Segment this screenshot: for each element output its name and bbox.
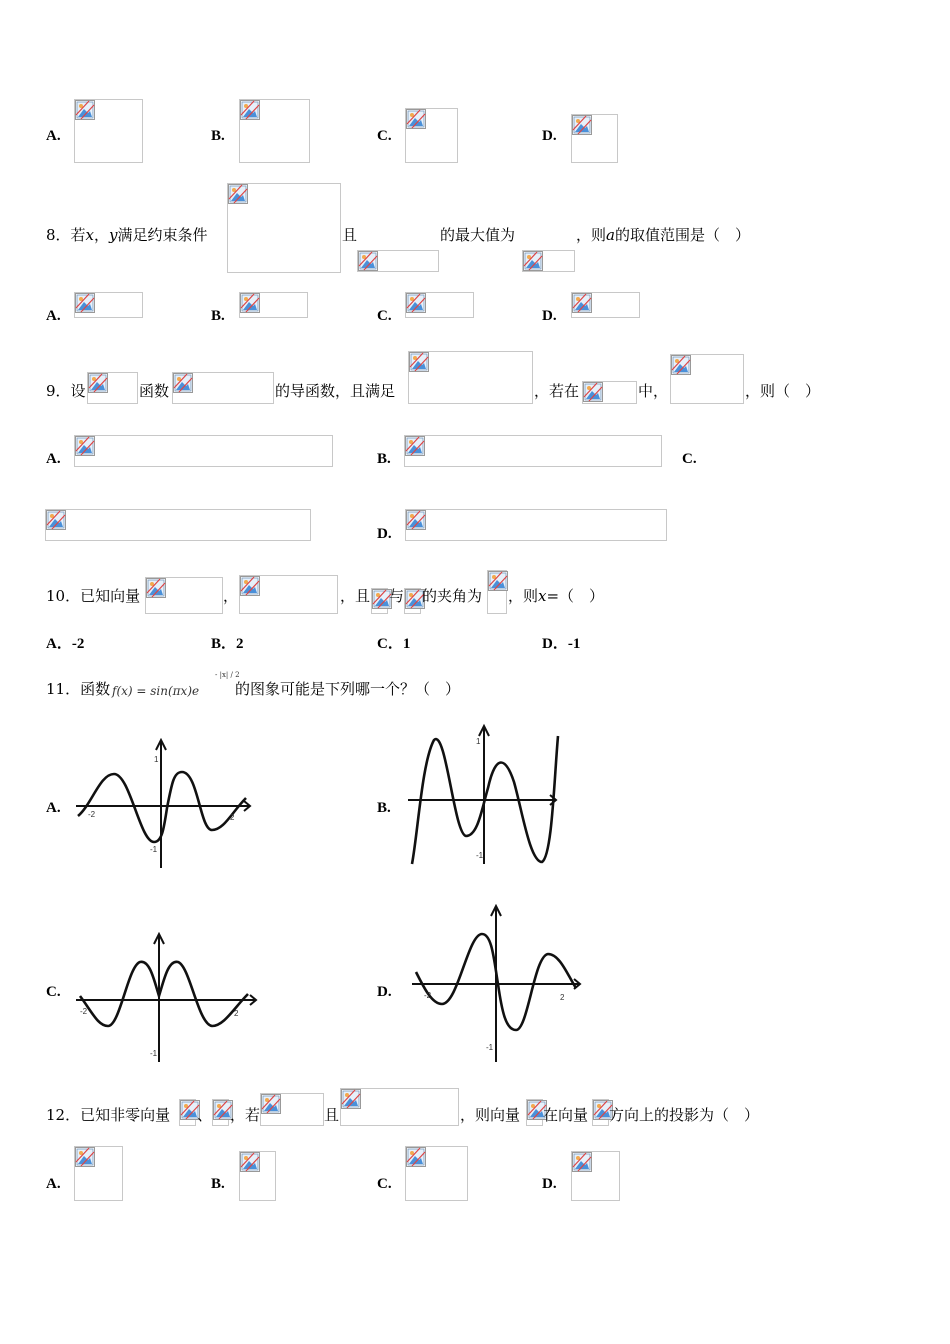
q8-objective-image — [357, 250, 439, 272]
q8-option-c-label: C. — [377, 308, 392, 324]
q9-condition-image — [408, 351, 533, 404]
q11-text-2: 的图象可能是下列哪一个？（ ） — [235, 680, 461, 698]
q8-option-a-label: A. — [46, 308, 61, 324]
q12-vector-b-image — [212, 1099, 229, 1126]
broken-image-icon — [75, 100, 95, 120]
broken-image-icon — [572, 293, 592, 313]
q7-option-a-label: A. — [46, 128, 61, 144]
q8-option-b-label: B. — [211, 308, 225, 324]
q12-option-d-label: D. — [542, 1176, 557, 1192]
svg-text:1: 1 — [476, 737, 481, 746]
q12-option-a-image — [74, 1146, 123, 1201]
q12-text-5: ，则向量 — [460, 1106, 521, 1124]
q9-function-image — [87, 372, 138, 404]
q7-option-c-label: C. — [377, 128, 392, 144]
q11-text-1: 11．函数 — [46, 680, 111, 698]
q7-option-c-image — [405, 108, 458, 163]
broken-image-icon — [75, 1147, 95, 1167]
q8-option-b-image — [239, 292, 308, 318]
q10-option-d: D．-1 — [542, 636, 581, 652]
broken-image-icon — [341, 1089, 361, 1109]
q12-text-1: 12．已知非零向量 — [46, 1106, 171, 1124]
svg-text:2: 2 — [230, 813, 235, 822]
broken-image-icon — [261, 1094, 281, 1114]
q9-text-2: 函数 — [139, 382, 170, 400]
q9-text-6: ，则（ ） — [745, 382, 821, 400]
q9-option-a-image — [74, 435, 333, 467]
q10-vector-b-image — [239, 575, 338, 614]
q12-vector-a2-image — [526, 1099, 543, 1126]
q8-option-d-label: D. — [542, 308, 557, 324]
q11-formula-exponent: - |x| / 2 — [215, 671, 240, 679]
svg-text:-2: -2 — [88, 810, 96, 819]
q8-text-and: 且 — [342, 226, 358, 244]
q8-option-a-image — [74, 292, 143, 318]
q7-option-d-image — [571, 114, 618, 163]
broken-image-icon — [671, 355, 691, 375]
broken-image-icon — [406, 1147, 426, 1167]
q8-constraints-image — [227, 183, 341, 273]
q10-option-b: B．2 — [211, 636, 244, 652]
svg-text:-1: -1 — [486, 1043, 494, 1052]
q11-option-a-label: A. — [46, 800, 61, 816]
q11-option-b-label: B. — [377, 800, 391, 816]
broken-image-icon — [146, 578, 166, 598]
q8-max-value-image — [522, 250, 575, 272]
q12-vector-a-image — [179, 1099, 196, 1126]
q9-option-d-label: D. — [377, 526, 392, 542]
q10-text-1: 10．已知向量 — [46, 587, 141, 605]
broken-image-icon — [583, 382, 603, 402]
broken-image-icon — [46, 510, 66, 530]
q11-formula: f(x) = sin(πx)e — [112, 684, 200, 698]
q12-condition-1-image — [260, 1093, 324, 1126]
q11-option-d-label: D. — [377, 984, 392, 1000]
svg-text:2: 2 — [234, 1009, 239, 1018]
q12-option-c-image — [405, 1146, 468, 1201]
q11-option-c-label: C. — [46, 984, 61, 1000]
broken-image-icon — [75, 436, 95, 456]
q7-option-d-label: D. — [542, 128, 557, 144]
q9-text-3: 的导函数，且满足 — [275, 382, 396, 400]
q10-a-symbol-image — [371, 588, 388, 614]
q9-triangle-image — [582, 381, 637, 404]
svg-text:-1: -1 — [150, 845, 158, 854]
q12-condition-2-image — [340, 1088, 459, 1126]
broken-image-icon — [240, 293, 260, 313]
q10-angle-image — [487, 570, 507, 614]
q11-graph-c — [74, 932, 260, 1064]
q10-option-c: C．1 — [377, 636, 411, 652]
q9-text-4: ，若在 — [534, 382, 580, 400]
broken-image-icon — [240, 100, 260, 120]
q9-angle-image — [670, 354, 744, 404]
q12-text-6: 在向量 — [543, 1106, 589, 1124]
broken-image-icon — [228, 184, 248, 204]
q10-text-4: 与 — [389, 587, 405, 605]
q12-option-b-label: B. — [211, 1176, 225, 1192]
broken-image-icon — [88, 373, 108, 393]
q9-option-c-image — [45, 509, 311, 541]
q8-stem: 8．若x，y满足约束条件 — [46, 226, 208, 244]
q9-derivative-image — [172, 372, 274, 404]
q8-stem-end: ，则a的取值范围是（ ） — [576, 226, 750, 244]
svg-text:1: 1 — [154, 755, 159, 764]
q11-graph-b — [404, 722, 564, 868]
q8-option-d-image — [571, 292, 640, 318]
broken-image-icon — [406, 510, 426, 530]
broken-image-icon — [358, 251, 378, 271]
q9-option-b-label: B. — [377, 451, 391, 467]
q11-graph-a — [74, 738, 254, 870]
broken-image-icon — [488, 571, 508, 591]
q10-stem-end: ，则x=（ ） — [508, 587, 605, 605]
q12-text-2: 、 — [197, 1106, 213, 1124]
broken-image-icon — [240, 1152, 260, 1172]
q9-text-1: 9．设 — [46, 382, 86, 400]
q9-option-a-label: A. — [46, 451, 61, 467]
broken-image-icon — [406, 109, 426, 129]
q9-option-d-image — [405, 509, 667, 541]
q10-option-a: A．-2 — [46, 636, 85, 652]
svg-text:-2: -2 — [424, 991, 432, 1000]
svg-text:2: 2 — [560, 993, 565, 1002]
q8-option-c-image — [405, 292, 474, 318]
svg-text:-1: -1 — [476, 851, 484, 860]
q10-text-5: 的夹角为 — [422, 587, 483, 605]
q12-option-a-label: A. — [46, 1176, 61, 1192]
broken-image-icon — [405, 436, 425, 456]
q10-vector-a-image — [145, 577, 223, 614]
broken-image-icon — [572, 115, 592, 135]
broken-image-icon — [572, 1152, 592, 1172]
broken-image-icon — [409, 352, 429, 372]
broken-image-icon — [75, 293, 95, 313]
q12-option-c-label: C. — [377, 1176, 392, 1192]
q12-text-3: ，若 — [230, 1106, 261, 1124]
q11-graph-d — [408, 904, 584, 1064]
broken-image-icon — [240, 576, 260, 596]
q9-text-5: 中， — [638, 382, 669, 400]
q12-vector-b2-image — [592, 1099, 609, 1126]
broken-image-icon — [406, 293, 426, 313]
broken-image-icon — [523, 251, 543, 271]
q10-text-3: ，且 — [340, 587, 371, 605]
broken-image-icon — [173, 373, 193, 393]
q7-option-b-image — [239, 99, 310, 163]
q12-text-7: 方向上的投影为（ ） — [609, 1106, 760, 1124]
q12-option-b-image — [239, 1151, 276, 1201]
q7-option-a-image — [74, 99, 143, 163]
svg-text:-2: -2 — [80, 1007, 88, 1016]
q10-text-2: ， — [223, 587, 239, 605]
q7-option-b-label: B. — [211, 128, 225, 144]
svg-text:-1: -1 — [150, 1049, 158, 1058]
q12-text-4: 且 — [324, 1106, 340, 1124]
q9-option-c-label: C. — [682, 451, 697, 467]
q10-b-symbol-image — [404, 588, 421, 614]
q12-option-d-image — [571, 1151, 620, 1201]
q9-option-b-image — [404, 435, 662, 467]
q8-text-max: 的最大值为 — [440, 226, 516, 244]
